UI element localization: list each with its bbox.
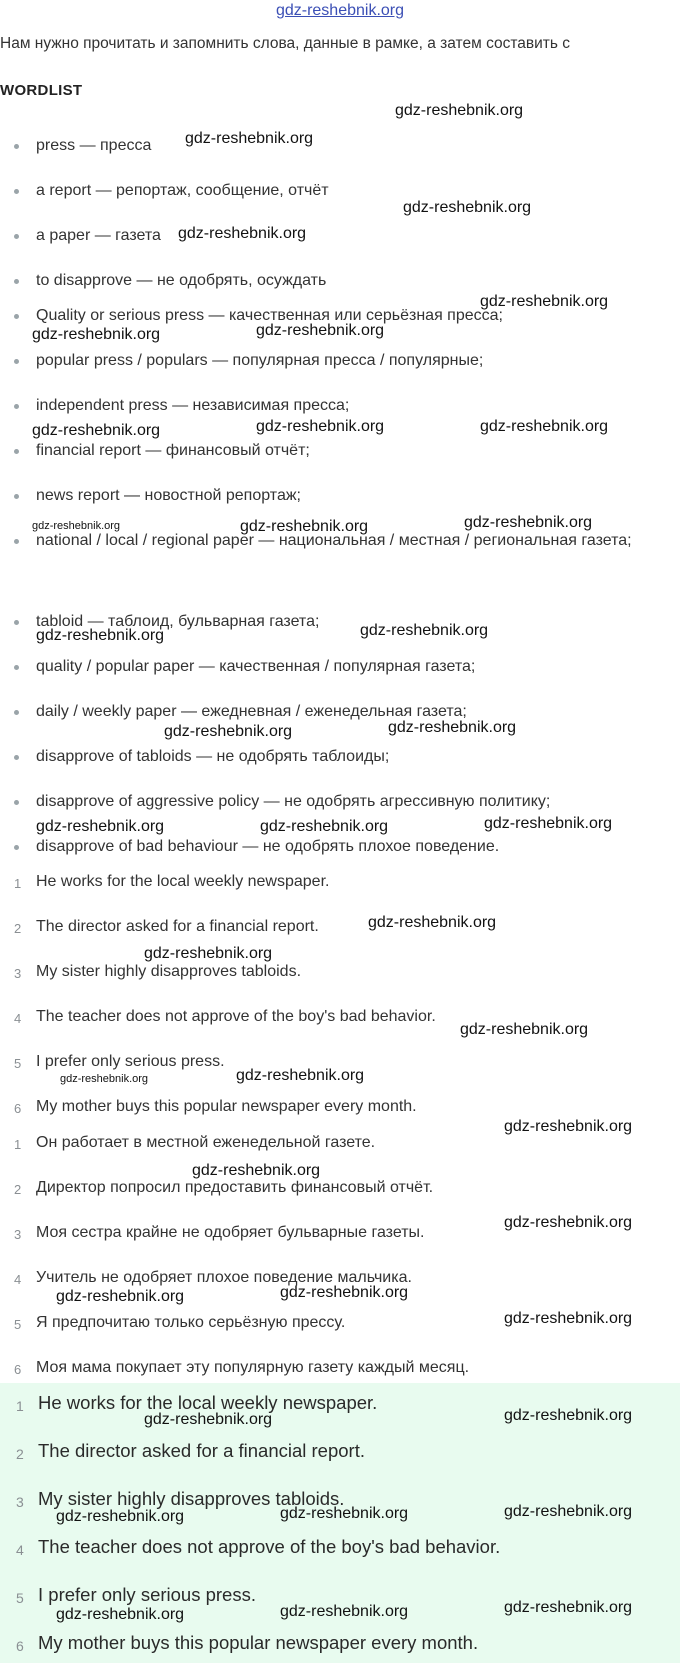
bullet-icon: [14, 404, 19, 409]
highlighted-answers-block: [0, 1383, 680, 1663]
watermark: gdz-reshebnik.org: [56, 1288, 185, 1305]
watermark: gdz-reshebnik.org: [144, 1411, 273, 1428]
watermark: gdz-reshebnik.org: [260, 818, 389, 835]
bullet-icon: [14, 494, 19, 499]
intro-text: Нам нужно прочитать и запомнить слова, данные в рамке, а затем составить с: [0, 35, 571, 52]
watermark: gdz-reshebnik.org: [388, 719, 517, 736]
watermark: gdz-reshebnik.org: [504, 1407, 633, 1424]
watermark: gdz-reshebnik.org: [56, 1508, 185, 1525]
watermark: gdz-reshebnik.org: [280, 1603, 409, 1620]
bullet-icon: [14, 189, 19, 194]
watermark: gdz-reshebnik.org: [256, 418, 385, 435]
bullet-icon: [14, 620, 19, 625]
watermark: gdz-reshebnik.org: [368, 914, 497, 931]
watermark: gdz-reshebnik.org: [480, 293, 609, 310]
bullet-icon: [14, 449, 19, 454]
bullet-icon: [14, 710, 19, 715]
watermark: gdz-reshebnik.org: [280, 1284, 409, 1301]
watermark: gdz-reshebnik.org: [360, 622, 489, 639]
bullet-icon: [14, 800, 19, 805]
watermark: gdz-reshebnik.org: [32, 520, 121, 532]
watermark: gdz-reshebnik.org: [192, 1162, 321, 1179]
watermark: gdz-reshebnik.org: [178, 225, 307, 242]
watermark: gdz-reshebnik.org: [36, 627, 165, 644]
watermark: gdz-reshebnik.org: [280, 1505, 409, 1522]
watermark: gdz-reshebnik.org: [504, 1214, 633, 1231]
bullet-icon: [14, 279, 19, 284]
watermark: gdz-reshebnik.org: [504, 1599, 633, 1616]
watermark: gdz-reshebnik.org: [240, 518, 369, 535]
watermark: gdz-reshebnik.org: [256, 322, 385, 339]
watermark: gdz-reshebnik.org: [480, 418, 609, 435]
watermark: gdz-reshebnik.org: [395, 102, 524, 119]
bullet-icon: [14, 755, 19, 760]
watermark: gdz-reshebnik.org: [36, 818, 165, 835]
watermark: gdz-reshebnik.org: [460, 1021, 589, 1038]
bullet-icon: [14, 359, 19, 364]
watermark: gdz-reshebnik.org: [144, 945, 273, 962]
watermark: gdz-reshebnik.org: [185, 130, 314, 147]
watermark: gdz-reshebnik.org: [32, 422, 161, 439]
watermark: gdz-reshebnik.org: [484, 815, 613, 832]
bullet-icon: [14, 845, 19, 850]
watermark: gdz-reshebnik.org: [464, 514, 593, 531]
watermark: gdz-reshebnik.org: [504, 1503, 633, 1520]
wordlist-heading: WORDLIST: [0, 82, 83, 99]
watermark: gdz-reshebnik.org: [60, 1073, 149, 1085]
bullet-icon: [14, 314, 19, 319]
watermark: gdz-reshebnik.org: [164, 723, 293, 740]
watermark: gdz-reshebnik.org: [56, 1606, 185, 1623]
bullet-icon: [14, 539, 19, 544]
bullet-icon: [14, 144, 19, 149]
bullet-icon: [14, 665, 19, 670]
watermark: gdz-reshebnik.org: [32, 326, 161, 343]
watermark-link[interactable]: gdz-reshebnik.org: [275, 2, 405, 19]
watermark: gdz-reshebnik.org: [504, 1310, 633, 1327]
bullet-icon: [14, 234, 19, 239]
watermark: gdz-reshebnik.org: [236, 1067, 365, 1084]
watermark: gdz-reshebnik.org: [504, 1118, 633, 1135]
watermark: gdz-reshebnik.org: [403, 199, 532, 216]
